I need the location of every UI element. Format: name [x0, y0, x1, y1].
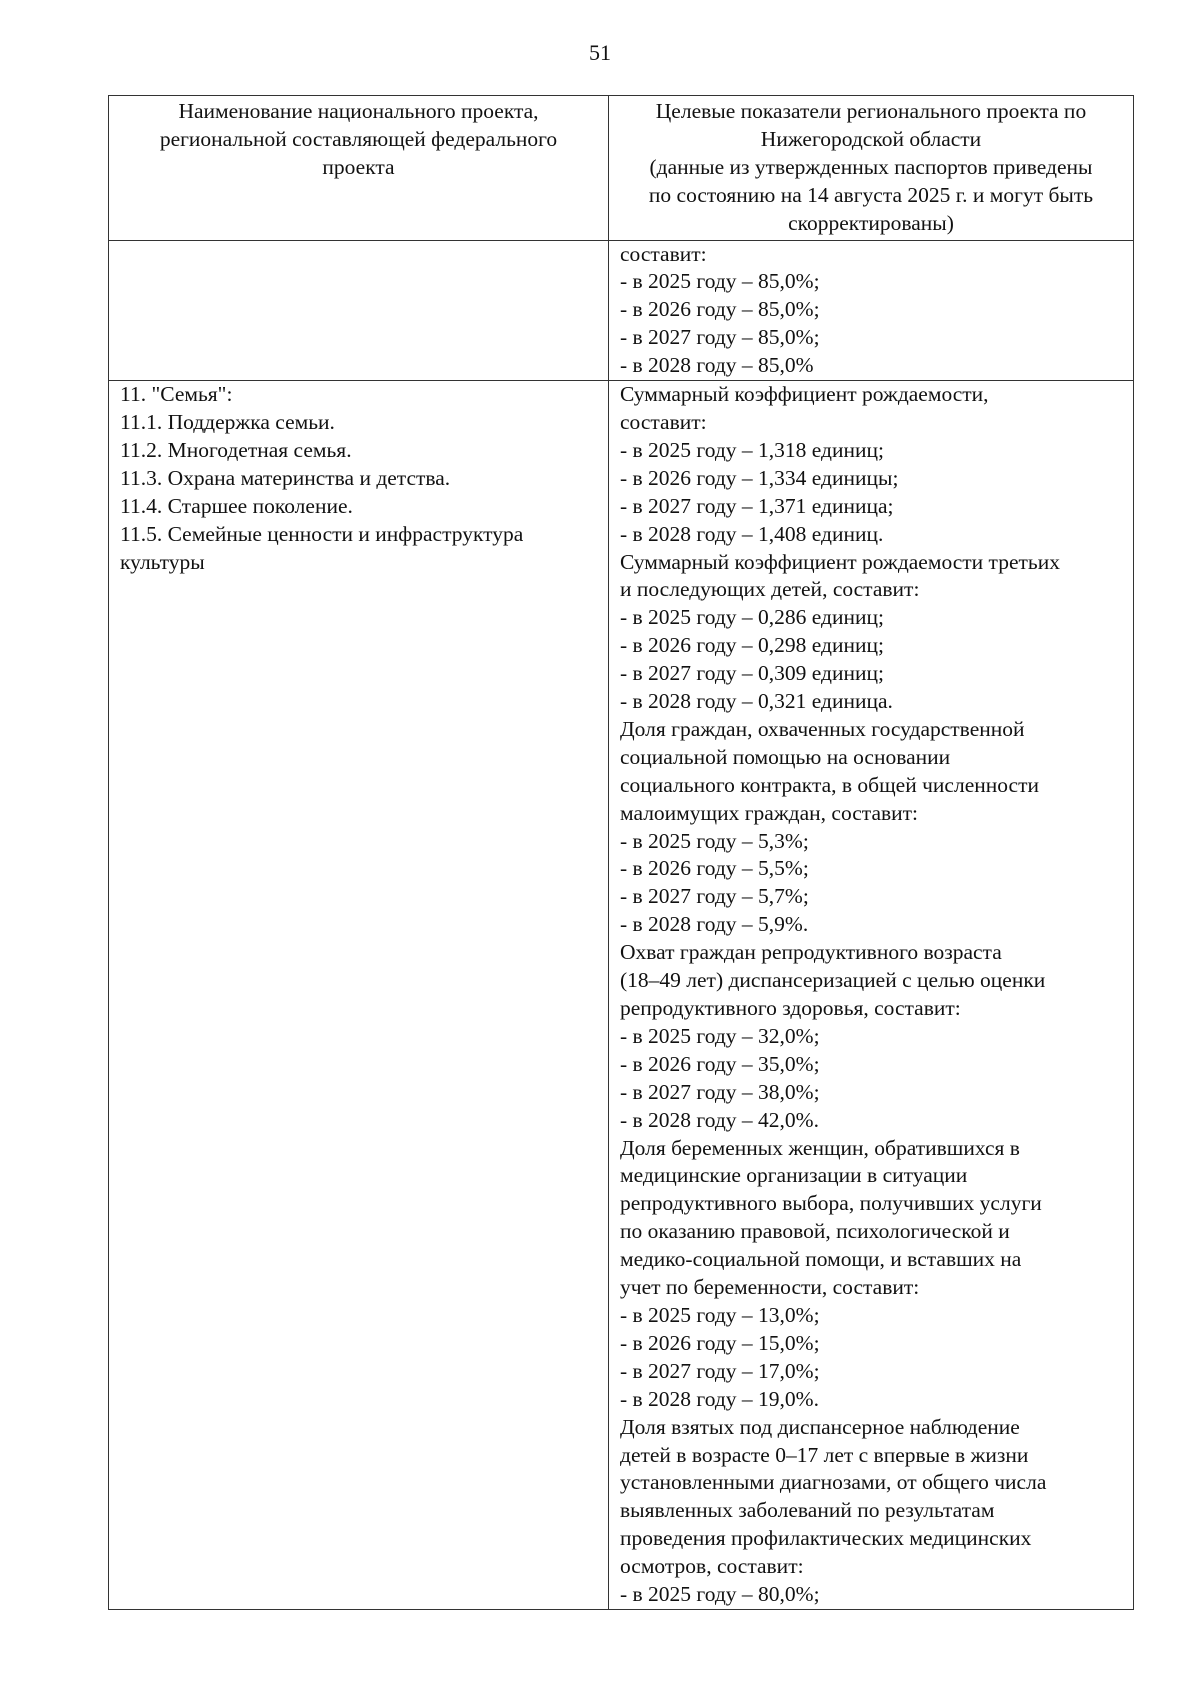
text-line: - в 2026 году – 35,0%; — [620, 1051, 820, 1076]
text-line: социального контракта, в общей численности — [620, 772, 1039, 797]
text-line: - в 2025 году – 32,0%; — [620, 1023, 820, 1048]
text-line: - в 2027 году – 1,371 единица; — [620, 493, 894, 518]
text-line: - в 2025 году – 5,3%; — [620, 828, 809, 853]
text-line: Суммарный коэффициент рождаемости третьих — [620, 549, 1060, 574]
text-line: - в 2028 году – 0,321 единица. — [620, 689, 893, 714]
text-line: - в 2027 году – 5,7%; — [620, 884, 809, 909]
cell-indicators-continued — [609, 240, 1134, 381]
cell-project-empty — [109, 240, 609, 381]
text-line: медико-социальной помощи, и вставших на — [620, 1247, 1022, 1272]
text-line: учет по беременности, составит: — [620, 1275, 920, 1300]
text-line: - в 2025 году – 0,286 единиц; — [620, 605, 884, 630]
text-line: Доля беременных женщин, обратившихся в — [620, 1135, 1020, 1160]
text-line: Доля взятых под диспансерное наблюдение — [620, 1414, 1020, 1439]
text-line: - в 2026 году – 85,0%; — [620, 297, 820, 322]
table-row — [109, 381, 1134, 1610]
page-number: 51 — [589, 40, 611, 65]
text-line: составит: — [620, 241, 707, 266]
text-line: (данные из утвержденных паспортов приведены — [649, 154, 1093, 179]
text-line: детей в возрасте 0–17 лет с впервые в жизни — [620, 1442, 1029, 1467]
text-line: социальной помощью на основании — [620, 744, 951, 769]
text-line: - в 2025 году – 1,318 единиц; — [620, 437, 884, 462]
text-line: - в 2027 году – 38,0%; — [620, 1079, 820, 1104]
text-line: - в 2025 году – 85,0%; — [620, 269, 820, 294]
text-line: Охват граждан репродуктивного возраста — [620, 940, 1002, 965]
text-line: - в 2027 году – 17,0%; — [620, 1358, 820, 1383]
text-line: проведения профилактических медицинских — [620, 1526, 1032, 1551]
indicators-table — [108, 95, 1134, 1610]
text-line: 11.1. Поддержка семьи. — [120, 409, 335, 434]
text-line: - в 2027 году – 0,309 единиц; — [620, 661, 884, 686]
text-line: Суммарный коэффициент рождаемости, — [620, 382, 989, 407]
text-line: осмотров, составит: — [620, 1554, 804, 1579]
text-line: - в 2026 году – 15,0%; — [620, 1330, 820, 1355]
text-line: - в 2027 году – 85,0%; — [620, 325, 820, 350]
text-line: - в 2026 году – 0,298 единиц; — [620, 633, 884, 658]
text-line: по состоянию на 14 августа 2025 г. и могут быть — [648, 182, 1094, 207]
text-line: 11. "Семья": — [120, 382, 233, 407]
text-line: проекта — [322, 154, 395, 179]
cell-indicators-family — [609, 381, 1134, 1610]
text-line: репродуктивного выбора, получивших услуги — [620, 1191, 1042, 1216]
text-line: - в 2028 году – 5,9%. — [620, 912, 809, 937]
text-line: репродуктивного здоровья, составит: — [620, 996, 961, 1020]
text-line: скорректированы) — [788, 210, 954, 235]
text-line: - в 2026 году – 1,334 единицы; — [620, 465, 899, 490]
text-line: составит: — [620, 409, 707, 434]
text-line: Наименование национального проекта, — [178, 99, 539, 123]
header-target-indicators — [609, 96, 1134, 241]
text-line: Доля граждан, охваченных государственной — [620, 716, 1025, 741]
text-line: 11.4. Старшее поколение. — [120, 493, 353, 518]
text-line: - в 2028 году – 1,408 единиц. — [620, 521, 884, 546]
text-line: - в 2026 году – 5,5%; — [620, 856, 809, 881]
text-line: - в 2025 году – 13,0%; — [620, 1302, 820, 1327]
text-line: Нижегородской области — [760, 126, 982, 151]
text-line: культуры — [120, 549, 205, 574]
text-line: (18–49 лет) диспансеризацией с целью оценки — [620, 968, 1046, 993]
text-line: малоимущих граждан, составит: — [620, 800, 919, 825]
text-line: и последующих детей, составит: — [620, 577, 920, 602]
text-line: установленными диагнозами, от общего числа — [620, 1470, 1047, 1495]
text-line: 11.5. Семейные ценности и инфраструктура — [120, 521, 524, 546]
text-line: медицинские организации в ситуации — [620, 1163, 968, 1188]
text-line: - в 2025 году – 80,0%; — [620, 1582, 820, 1607]
table-row — [109, 240, 1134, 381]
cell-project-family — [109, 381, 609, 1610]
text-line: региональной составляющей федерального — [159, 126, 558, 151]
text-line: - в 2028 году – 19,0%. — [620, 1386, 819, 1411]
text-line: по оказанию правовой, психологической и — [620, 1219, 1010, 1244]
table-header-row — [109, 96, 1134, 241]
text-line: выявленных заболеваний по результатам — [620, 1498, 995, 1523]
text-line: 11.3. Охрана материнства и детства. — [120, 465, 451, 490]
header-project-name — [109, 96, 609, 241]
text-line: - в 2028 году – 85,0% — [620, 353, 814, 378]
text-line: Целевые показатели регионального проекта по — [655, 99, 1087, 123]
text-line: 11.2. Многодетная семья. — [120, 437, 352, 462]
text-line: - в 2028 году – 42,0%. — [620, 1107, 819, 1132]
